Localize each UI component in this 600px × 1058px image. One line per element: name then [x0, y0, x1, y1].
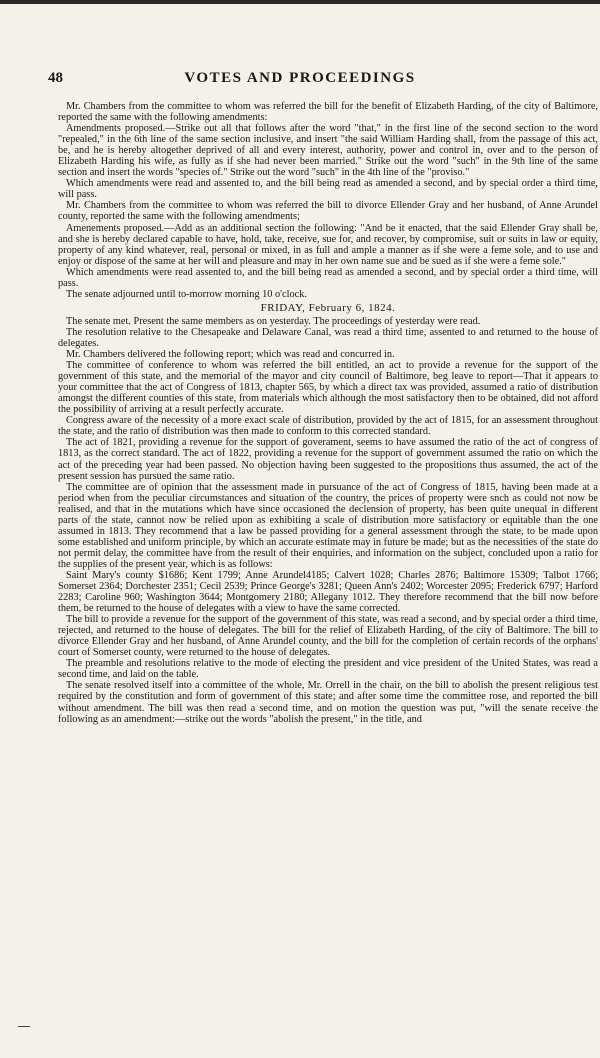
paragraph: The resolution relative to the Chesapeake and Delaware Canal, was read a third time, assented to and returned to the house of delegates. [58, 326, 598, 349]
paragraph: Mr. Chambers delivered the following report; which was read and concurred in. [66, 349, 395, 361]
paragraph: Mr. Chambers from the committee to whom was referred the bill for the benefit of Elizabeth Harding, of the city of Baltimore, reported the same with the following amendments: [58, 101, 598, 124]
paragraph: The act of 1821, providing a revenue for the support of goverament, seems to have assumed the ratio of the act of congress of 1813, as the correct standard. The act of 1822, providing a revenue for the support of government assumed the ratio on which the act of the preceding year had been passed. No objection having been suggested to the propositions thus assumed, the act of the present session has pursued the same ratio. [58, 437, 598, 482]
page-header [0, 70, 600, 92]
top-edge-rule [0, 0, 600, 4]
paragraph: The senate resolved itself into a committee of the whole, Mr. Orrell in the chair, on the bill to abolish the present religious test required by the constitution and form of government of this state; and after some time the committee rose, and reported the bill without amendment. The bill was then read a second time, and on motion the question was put, "will the senate receive the following as an amendment:—strike out the words "abolish the present," in the title, and [58, 680, 598, 725]
paragraph: Congress aware of the necessity of a more exact scale of distribution, provided by the act of 1815, for an assessment throughout the state, and the ratio of distribution was then made to conform to this corrected standard. [58, 415, 598, 438]
paragraph: Mr. Chambers from the committee to whom was referred the bill to divorce Ellender Gray and her husband, of Anne Arundel county, reported the same with the following amendments; [58, 200, 598, 223]
body-text [58, 101, 598, 1051]
paragraph: Which amendments were read assented to, and the bill being read as amended a second, and by special order a third time, will pass. [58, 266, 598, 289]
county-ratio-list: Saint Mary's county $1686; Kent 1799; Anne Arundel4185; Calvert 1028; Charles 2876; Baltimore 15309; Talbot 1766; Somerset 2364; Dorchester 2351; Cecil 2539; Prince George's 3281; Queen Ann's 2402; Worcester 2095; Frederick 6797; Harford 2283; Caroline 960; Washington 3644; Montgomery 2180; Allegany 1012. They therefore recommend that the bill now before them, be returned to the house of delegates with a view to have the same corrected. [58, 569, 598, 615]
paragraph: The senate met. Present the same members as on yesterday. The proceedings of yesterday were read. [66, 315, 481, 327]
date-heading: FRIDAY, February 6, 1824. [260, 301, 396, 314]
margin-tick-mark [18, 1026, 30, 1027]
running-head: VOTES AND PROCEEDINGS [184, 70, 416, 86]
page-number: 48 [48, 70, 63, 86]
paragraph: Amenements proposed.—Add as an additional section the following: "And be it enacted, that the said Ellender Gray shall be, and she is hereby declared capable to have, hold, take, receive, sue for, and recover, by compromise, suit or suits in law or equity, property of any kind whatever, real, personal or mixed, in as full and ample a manner as if she were a feme sole, and to use and enjoy or dispose of the same at her will and pleasure and may in her own name sue and be sued as if she were a feme sole." [58, 222, 598, 267]
paragraph: The committee of conference to whom was referred the bill entitled, an act to provide a revenue for the support of the government of this state, and the memorial of the mayor and city council of Baltimore, beg leave to report—That it appears to your committee that the act of Congress of 1813, chapter 565, by which a direct tax was provided, assumed a ratio of distribution amongst the different counties of this state, from materials which although the most satisfactory then to be obtained, did not afford the possibility of arriving at a result perfectly accurate. [58, 360, 598, 416]
paragraph: The senate adjourned until to-morrow morning 10 o'clock. [66, 288, 307, 300]
paragraph: The preamble and resolutions relative to the mode of electing the president and vice president of the United States, was read a second time, and laid on the table. [58, 658, 598, 681]
paragraph: Which amendments were read and assented to, and the bill being read as amended a second, and by special order a third time, will pass. [58, 178, 598, 201]
paragraph: The committee are of opinion that the assessment made in pursuance of the act of Congress of 1815, having been made at a period when from the peculiar circumstances and situation of the country, the prices of property were snch as could not now be realised, and that in the mutations which have since occasioned the declension of property, has been quite unequal in different parts of the state, cannot now be relied upon as exhibiting a scale of distribution more satisfactory or equitable than the one assumed in 1813. They recommend that a law be passed providing for a general assessment through the state, to be made upon some established and uniform principle, by which an accurate estimate may in future be made; but as the necessities of the state do not permit delay, the committee have from the result of their enquiries, and information on the subject, concluded upon a ratio for the supplies of the present year, which is as follows: [58, 481, 598, 570]
paragraph: Amendments proposed.—Strike out all that follows after the word "that," in the first line of the second section to the word "repealed," in the 6th line of the same section inclusive, and insert "the said William Harding shall, from the passage of this act, be, and he is hereby altogether deprived of all and every interest, authority, power and control in, over and to the person of Elizabeth Harding his wife, as fully as if she had never been married." Strike out the word "such" in the 9th line of the same section and insert the words "species of." Strike out the word "such" in the 4th line of the "proviso." [58, 123, 598, 179]
paragraph: The bill to provide a revenue for the support of the government of this state, was read a second, and by special order a third time, rejected, and returned to the house of delegates. The bill for the relief of Elizabeth Harding, of the city of Baltimore. The bill to divorce Ellender Gray and her husband, of Anne Arundel county, and the bill for the completion of certain records of the orphans' court of Somerset county, were returned to the house of delegates. [58, 614, 598, 659]
